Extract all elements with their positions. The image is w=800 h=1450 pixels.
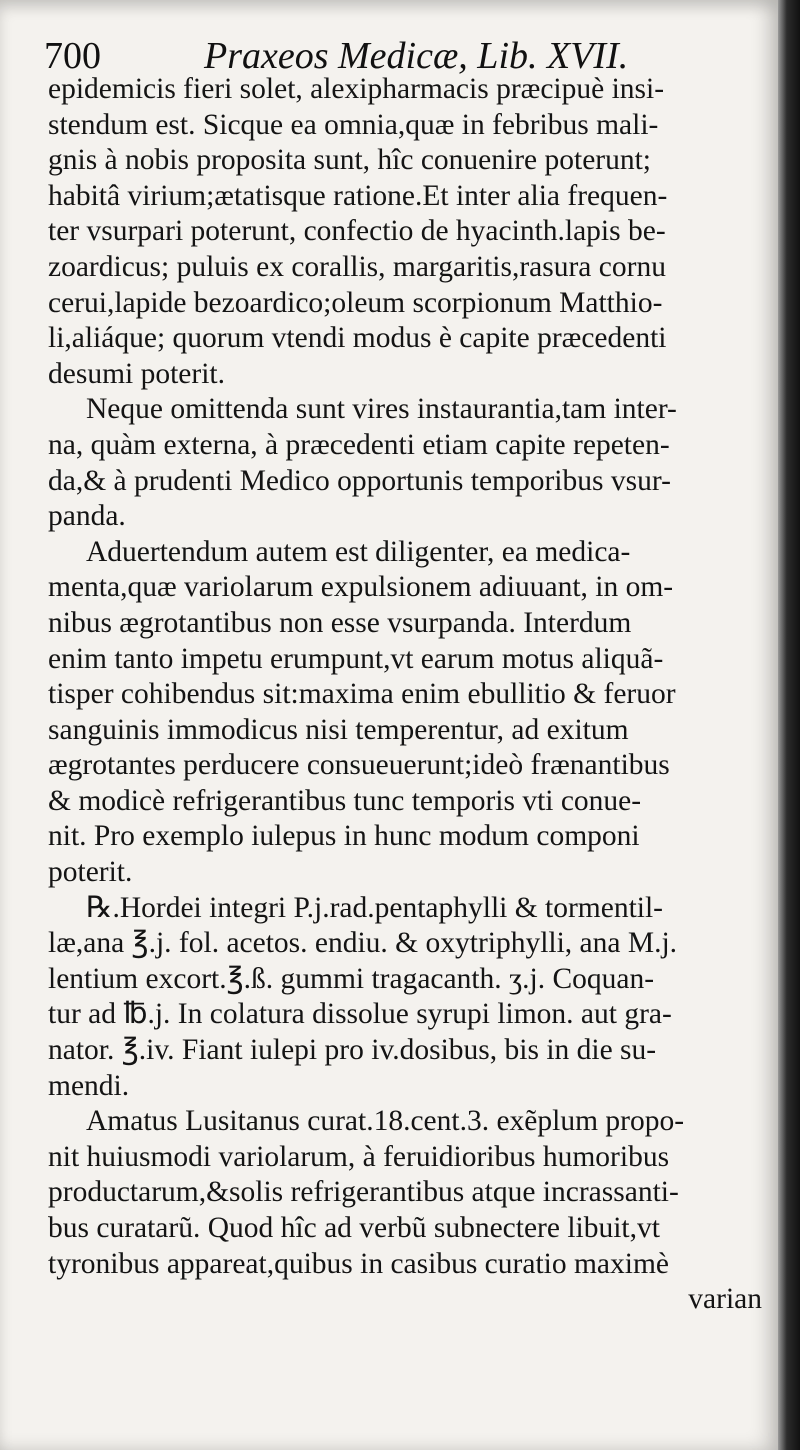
text-line: menta,quæ variolarum expulsionem adiuuant, in om- [48, 571, 674, 604]
text-line: tyronibus appareat,quibus in casibus curatio maximè [48, 1247, 669, 1280]
catchword: varian [688, 1283, 762, 1316]
text-line: Aduertendum autem est diligenter, ea medica- [86, 535, 631, 568]
text-line: ægrotantes perducere consueuerunt;ideò frænantibus [48, 749, 670, 782]
text-line: ter vsurpari poterunt, confectio de hyacinth.lapis be- [48, 215, 666, 248]
text-line: tur ad ℔.j. In colatura dissolue syrupi limon. aut gra- [48, 998, 672, 1031]
text-line: poterit. [48, 856, 133, 889]
text-line: habitâ virium;ætatisque ratione.Et inter alia frequen- [48, 179, 668, 212]
text-line: epidemicis fieri solet, alexipharmacis præcipuè insi- [48, 73, 665, 105]
text-line: nator. ℥.iv. Fiant iulepi pro iv.dosibus, bis in die su- [48, 1034, 657, 1067]
text-line: nit huiusmodi variolarum, à feruidioribus humoribus [48, 1140, 670, 1173]
text-line: tisper cohibendus sit:maxima enim ebullitio & feruor [48, 678, 676, 711]
text-line: stendum est. Sicque ea omnia,quæ in febribus mali- [48, 108, 659, 141]
text-line: & modicè refrigerantibus tunc temporis vti conue- [48, 784, 642, 817]
text-line: productarum,&solis refrigerantibus atque incrassanti- [48, 1176, 679, 1209]
text-line: nibus ægrotantibus non esse vsurpanda. Interdum [48, 606, 632, 639]
text-line: panda. [48, 500, 126, 533]
text-line: zoardicus; puluis ex corallis, margaritis,rasura cornu [48, 250, 666, 283]
text-line: li,aliáque; quorum vtendi modus è capite præcedenti [48, 322, 667, 355]
body-text [48, 72, 766, 1318]
text-line: læ,ana ℥.j. fol. acetos. endiu. & oxytriphylli, ana M.j. [48, 927, 678, 960]
running-title: Praxeos Medicæ, Lib. XVII. [204, 35, 629, 77]
text-line: Neque omittenda sunt vires instaurantia,tam inter- [86, 393, 677, 426]
text-line: cerui,lapide bezoardico;oleum scorpionum Matthio- [48, 286, 663, 319]
text-line: na, quàm externa, à præcedenti etiam capite repeten- [48, 428, 670, 461]
page-number: 700 [44, 35, 101, 77]
text-line: lentium excort.℥.ß. gummi tragacanth. ʒ.j. Coquan- [48, 962, 655, 995]
text-line: sanguinis immodicus nisi temperentur, ad exitum [48, 713, 629, 746]
page-edge [778, 0, 800, 1450]
text-line: enim tanto impetu erumpunt,vt earum motus aliquã- [48, 642, 664, 675]
text-line: bus curatarũ. Quod hîc ad verbũ subnectere libuit,vt [48, 1212, 660, 1244]
text-line: da,& à prudenti Medico opportunis temporibus vsur- [48, 464, 671, 497]
text-line: ℞.Hordei integri P.j.rad.pentaphylli & tormentil- [86, 891, 664, 924]
text-line: desumi poterit. [48, 357, 225, 390]
text-line: mendi. [48, 1069, 130, 1102]
text-line: gnis à nobis proposita sunt, hîc conuenire poterunt; [48, 144, 652, 177]
text-line: nit. Pro exemplo iulepus in hunc modum componi [48, 820, 640, 853]
text-line: Amatus Lusitanus curat.18.cent.3. exẽplum propo- [86, 1105, 685, 1138]
